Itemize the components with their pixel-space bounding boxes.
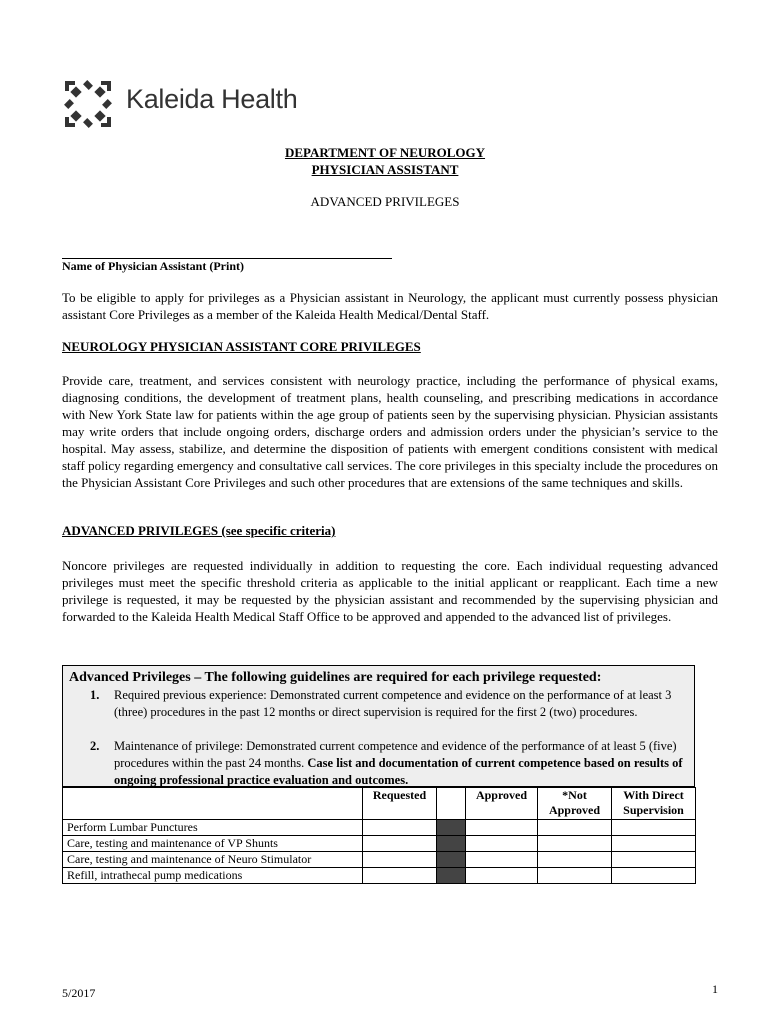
table-row [63,820,696,836]
footer-date: 5/2017 [62,986,96,1000]
name-field-label: Name of Physician Assistant (Print) [62,259,244,273]
brand-name: Kaleida Health [126,84,298,114]
advanced-privileges-paragraph: Noncore privileges are requested individually in addition to requesting the core. Each individual requesting advanced privileges must meet the specific threshold criteria as applicable to the initial applicant or reapplicant. Each time a new privilege is requested, it may be requested by the physician assistant and recommended by the supervising physician and forwarded to the Kaleida Health Medical Staff Office to be approved and appended to the advanced list of privileges. [62,558,718,624]
guideline-bold-text: Case list and documentation of current competence based on results of ongoing professional practice evaluation and outcomes. [114,756,683,787]
role-title: PHYSICIAN ASSISTANT [311,162,459,177]
direct-supervision-cell[interactable] [612,836,696,852]
approved-cell[interactable] [466,820,538,836]
guidelines-title: Advanced Privileges – The following guidelines are required for each privilege requested: [69,670,602,685]
table-row [63,836,696,852]
approved-cell[interactable] [466,852,538,868]
shaded-cell [437,836,466,852]
not-approved-cell[interactable] [538,852,612,868]
header-direct-supervision: With Direct Supervision [612,788,696,820]
guideline-text: Maintenance of privilege: Demonstrated current competence and evidence of the performance of at least 5 (five) procedures within the past 24 months. [114,739,677,770]
privileges-table [62,787,696,884]
shaded-cell [437,820,466,836]
approved-cell[interactable] [466,836,538,852]
table-row [63,868,696,884]
guideline-text: Required previous experience: Demonstrated current competence and evidence on the performance of at least 3 (three) procedures in the past 12 months or direct supervision is required for the first 2 (two) procedures. [114,688,672,719]
requested-cell[interactable] [363,868,437,884]
requested-cell[interactable] [363,836,437,852]
core-privileges-heading: NEUROLOGY PHYSICIAN ASSISTANT CORE PRIVILEGES [62,339,421,354]
page-number: 1 [712,982,718,996]
direct-supervision-cell[interactable] [612,868,696,884]
header-spacer [437,788,466,820]
kaleida-health-logo [62,78,322,130]
not-approved-cell[interactable] [538,836,612,852]
table-row [63,852,696,868]
guideline-number: 2. [90,739,100,753]
privilege-name: Perform Lumbar Punctures [63,820,363,836]
guideline-number: 1. [90,688,100,702]
guidelines-box [62,665,695,787]
privilege-name: Refill, intrathecal pump medications [63,868,363,884]
privilege-name: Care, testing and maintenance of Neuro Stimulator [63,852,363,868]
direct-supervision-cell[interactable] [612,852,696,868]
header-privilege [63,788,363,820]
header-requested: Requested [363,788,437,820]
privilege-name: Care, testing and maintenance of VP Shunts [63,836,363,852]
shaded-cell [437,852,466,868]
approved-cell[interactable] [466,868,538,884]
guideline-text-wrapper [114,738,694,789]
header-approved: Approved [466,788,538,820]
not-approved-cell[interactable] [538,820,612,836]
advanced-privileges-heading: ADVANCED PRIVILEGES (see specific criteria) [62,523,336,538]
department-title: DEPARTMENT OF NEUROLOGY [284,145,486,160]
table-header-row [63,788,696,820]
not-approved-cell[interactable] [538,868,612,884]
page-subtitle: ADVANCED PRIVILEGES [310,194,460,209]
requested-cell[interactable] [363,852,437,868]
logo-mark-icon [62,78,114,130]
shaded-cell [437,868,466,884]
core-privileges-paragraph: Provide care, treatment, and services consistent with neurology practice, including the performance of physical exams, diagnosing conditions, the development of treatment plans, health counseling, and prescribing medications in accordance with New York State law for patients within the age group of patients seen by the supervising physician. Physician assistants may write orders that include ongoing orders, discharge orders and admission orders under the physician’s service to the hospital. May assess, stabilize, and determine the disposition of patients with emergent conditions consistent with medical staff policy regarding emergency and consultative call services. The core privileges in this specialty include the procedures on the Physician Assistant Core Privileges and such other procedures that are extensions of the same techniques and skills. [62,373,718,490]
eligibility-paragraph: To be eligible to apply for privileges as a Physician assistant in Neurology, the applicant must currently possess physician assistant Core Privileges as a member of the Kaleida Health Medical/Dental Staff. [62,290,718,322]
requested-cell[interactable] [363,820,437,836]
header-not-approved: *Not Approved [538,788,612,820]
direct-supervision-cell[interactable] [612,820,696,836]
